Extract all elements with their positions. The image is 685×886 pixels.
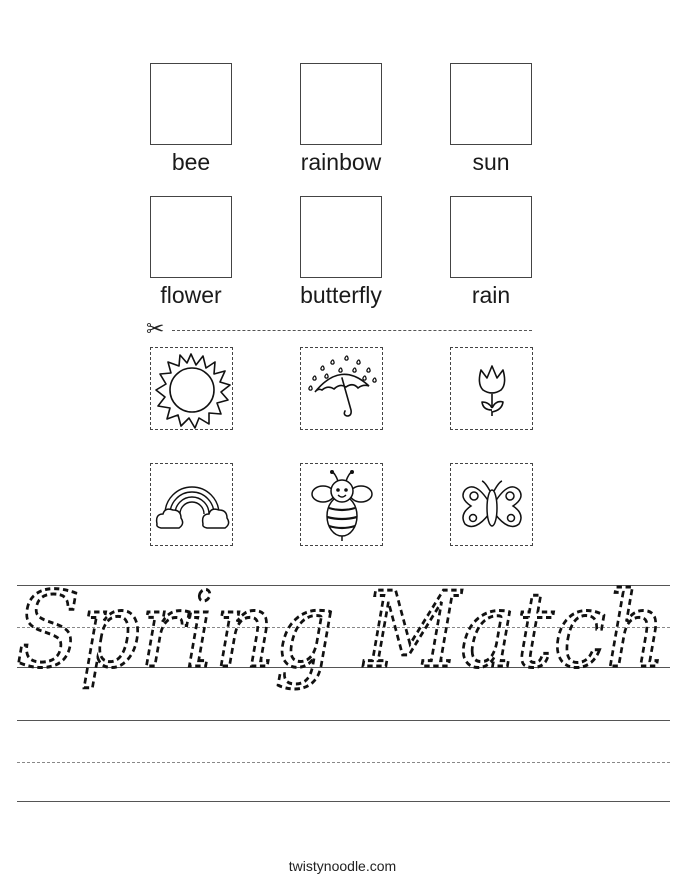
answer-box-rainbow[interactable] [300, 63, 382, 145]
tulip-icon [451, 348, 532, 429]
scissors-icon: ✂ [146, 316, 165, 341]
card-bee[interactable] [300, 463, 383, 546]
answer-box-rain[interactable] [450, 196, 532, 278]
butterfly-icon [451, 464, 532, 545]
writing-mid-line [17, 762, 670, 763]
footer-site: twistynoodle.com [288, 858, 397, 874]
card-butterfly[interactable] [450, 463, 533, 546]
word-label: rain [471, 282, 511, 308]
word-label: bee [171, 149, 211, 175]
card-tulip[interactable] [450, 347, 533, 430]
trace-title [10, 578, 675, 708]
card-sun[interactable] [150, 347, 233, 430]
cut-line [172, 330, 532, 331]
sun-icon [151, 348, 232, 429]
answer-box-sun[interactable] [450, 63, 532, 145]
trace-title-text: Spring Match [16, 578, 666, 691]
rainbow-icon [151, 464, 232, 545]
writing-base-line [17, 801, 670, 802]
answer-box-bee[interactable] [150, 63, 232, 145]
word-label: butterfly [300, 282, 382, 308]
answer-box-flower[interactable] [150, 196, 232, 278]
word-label: flower [160, 282, 222, 308]
word-label: sun [472, 149, 510, 175]
answer-box-butterfly[interactable] [300, 196, 382, 278]
card-rainbow[interactable] [150, 463, 233, 546]
card-umbrella-rain[interactable] [300, 347, 383, 430]
word-label: rainbow [300, 149, 382, 175]
umbrella-rain-icon [301, 348, 382, 429]
writing-top-line [17, 720, 670, 721]
bee-icon [301, 464, 382, 545]
